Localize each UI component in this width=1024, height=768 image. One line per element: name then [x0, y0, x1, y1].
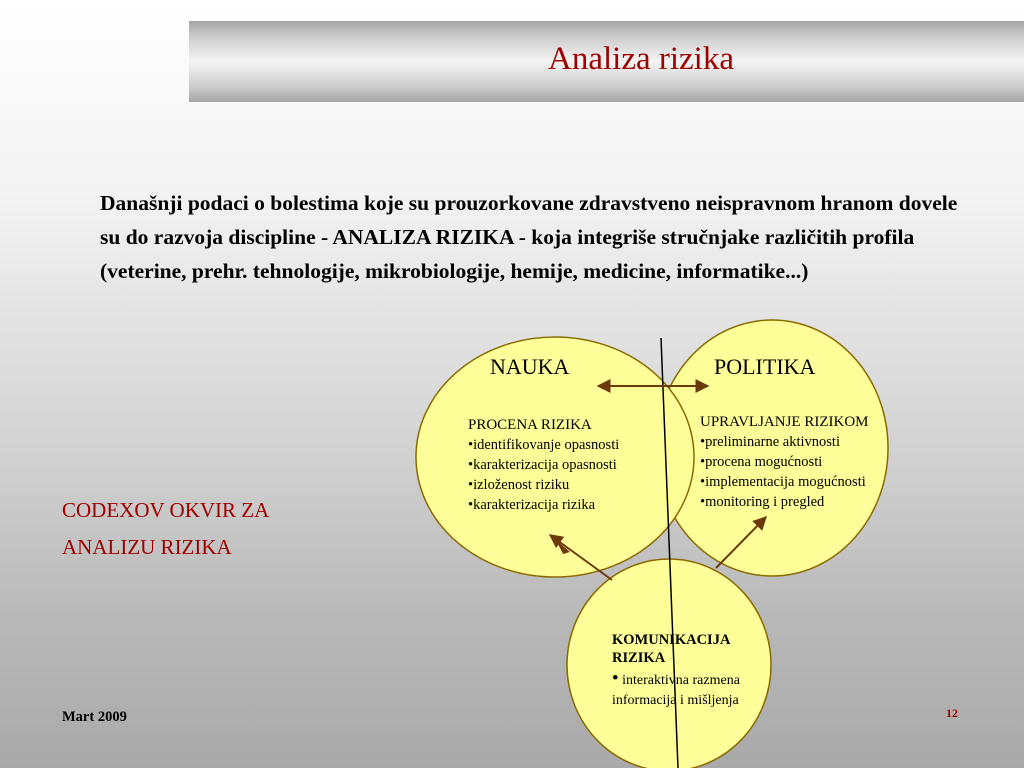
list-item: • preliminarne aktivnosti [700, 432, 869, 452]
intro-paragraph: Današnji podaci o bolestima koje su prouzorkovane zdravstveno neispravnom hranom dovele su do razvoja discipline - ANALIZA RIZIKA - koja integriše stručnjake različitih profila (veterine, prehr. tehnologije, mikrobiologije, hemije, medicine, informatike...) [100, 191, 958, 283]
list-item: • identifikovanje opasnosti [468, 435, 619, 455]
list-item: • implementacija mogućnosti [700, 472, 869, 492]
codex-caption-line-2: ANALIZU RIZIKA [62, 535, 232, 559]
codex-caption-line-1: CODEXOV OKVIR ZA [62, 498, 270, 522]
procena-rizika-list [468, 435, 619, 515]
komunikacija-text: interaktivna razmena informacija i mišljenja [612, 673, 740, 708]
page-number: 12 [946, 706, 958, 720]
procena-rizika-block [468, 415, 619, 515]
list-item: • monitoring i pregled [700, 492, 869, 512]
politika-label: POLITIKA [714, 354, 816, 379]
footer-date: Mart 2009 [62, 709, 127, 725]
upravljanje-rizikom-heading: UPRAVLJANJE RIZIKOM [700, 414, 869, 430]
upravljanje-rizikom-block [700, 412, 869, 512]
bullet-icon: • [612, 668, 619, 689]
list-item: • procena mogućnosti [700, 452, 869, 472]
komunikacija-heading: KOMUNIKACIJA RIZIKA [612, 632, 730, 666]
slide-title: Analiza rizika [548, 41, 734, 77]
list-item: • karakterizacija rizika [468, 495, 619, 515]
komunikacija-rizika-block [612, 631, 782, 711]
nauka-label: NAUKA [490, 354, 570, 379]
list-item: • izloženost riziku [468, 475, 619, 495]
upravljanje-rizikom-list [700, 432, 869, 512]
komunikacija-body [612, 669, 772, 711]
procena-rizika-heading: PROCENA RIZIKA [468, 417, 592, 433]
list-item: • karakterizacija opasnosti [468, 455, 619, 475]
